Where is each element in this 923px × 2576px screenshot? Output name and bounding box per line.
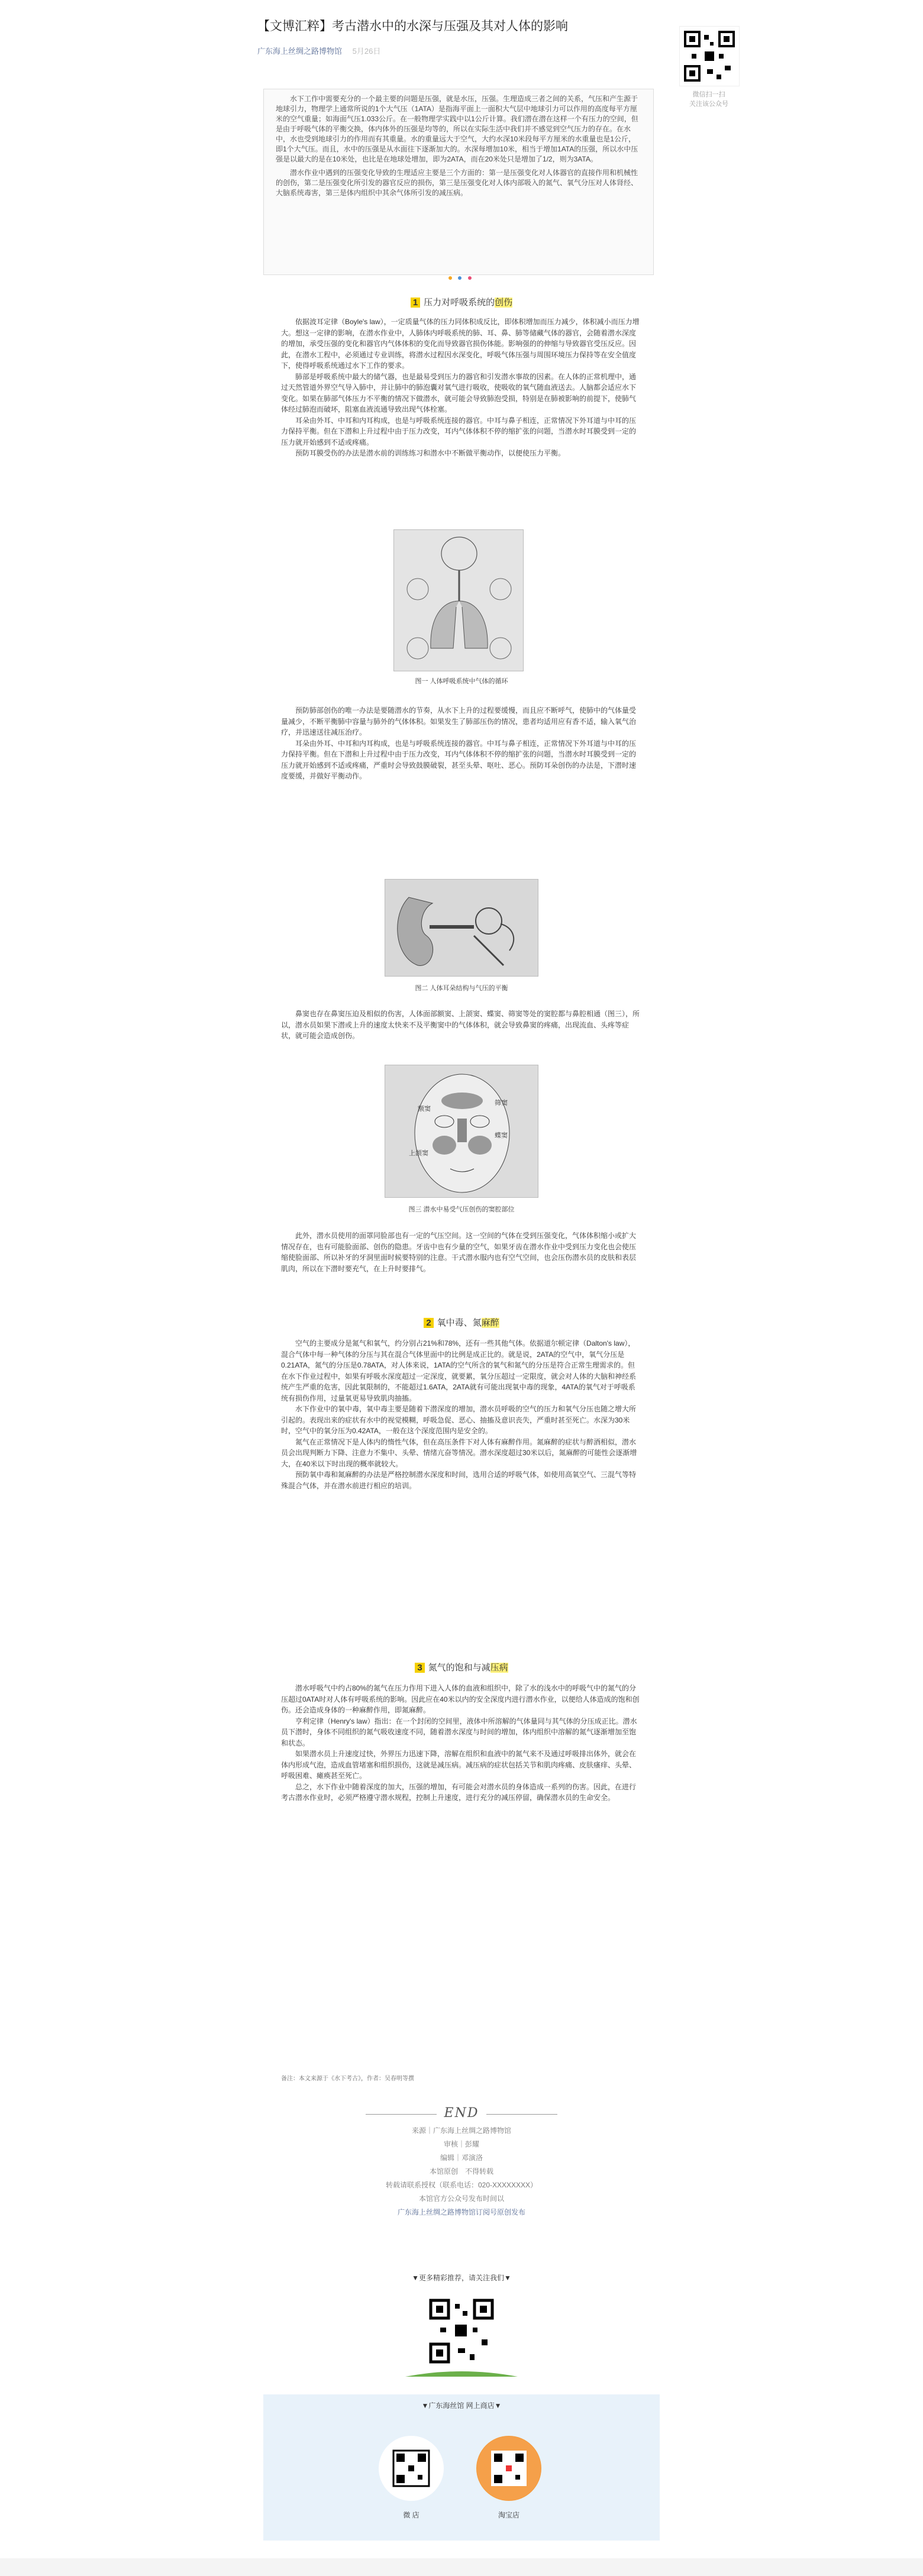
source-note: 备注：本文来源于《水下考古》，作者：吴春明等撰 bbox=[281, 2076, 414, 2082]
section-number: 3 bbox=[415, 1663, 424, 1673]
section-number: 1 bbox=[411, 298, 420, 308]
credit-edit: 编辑｜邓演洛 bbox=[440, 2154, 483, 2162]
body-paragraph: 氮气在正常情况下是人体内的惰性气体，但在高压条件下对人体有麻醉作用。氮麻醉的症状与醉酒相似，潜水员会出现判断力下降、注意力不集中、头晕、情绪亢奋等情况。潜水深度超过30米以后，氮麻醉的可能性会逐渐增大，在40米以下时出现的概率就较大。 bbox=[281, 1437, 637, 1468]
divider-line bbox=[366, 2114, 437, 2115]
figure-caption: 图三 潜水中易受气压创伤的窦腔部位 bbox=[408, 1206, 515, 1213]
intro-paragraph: 水下工作中需要充分的一个最主要的问题是压强，就是水压，压强。生理造成三者之间的关系，气压和产生源于地球引力，物理学上通常所说的1个大气压（1ATA）是指海平面上一面积大气层中地球引力可以作用的高度每平方厘米的空气重量；如海面气压1.033公斤。在一般物理学实践中以1公斤计算。我们潜在潜在这样一个有压力的空间，但是由于呼吸气体的平衡交换，体内体外的压强是均等的，所以在实际生活中我们并不感觉到空气压力的存在。在水中，水也受到地球引力的作用而有其重量。水的重量远大于空气，大约水深10米段每平方厘米的水重量也是1公斤，即1个大气压。而且，水中的压强是从水面往下逐渐加大的。水深每增加10米，相当于增加1ATA的压强，所以水中压强是以最大的是在10米处，也比是在地球处增加，即为2ATA，而在20米处只是增加了1/2，则为3ATA。 bbox=[276, 95, 638, 163]
article-title: 【文博汇粹】考古潜水中的水深与压强及其对人体的影响 bbox=[257, 20, 568, 33]
figure-ear bbox=[385, 879, 538, 977]
dot bbox=[448, 276, 452, 280]
qr-caption: 微信扫一扫 bbox=[692, 91, 725, 98]
body-paragraph: 依据波耳定律（Boyle's law），一定质量气体的压力同体积成反比，即体积增加而压力减少，体积减小而压力增大。想这一定律的影响，在潜水作业中，人肺体内呼吸系统的肺、耳、鼻、肺等储藏气体的器官，会随着潜水深度的增加，承受压强的变化和器官内气体体积的变化而导致器官损伤体能。影响强的的伸缩与导致器官受压反应。因此，在潜水工程中，必须通过专业训练，将潜水过程因水深变化，呼吸气体压强与周围环境压力保持等在安全值度下，使得呼吸系统通过水下工作的要求。 bbox=[281, 318, 640, 370]
section-title-highlight: 麻醉 bbox=[481, 1318, 499, 1328]
account-link[interactable]: 广东海上丝绸之路博物馆 bbox=[257, 47, 343, 56]
figure-respiratory bbox=[393, 529, 524, 671]
body-paragraph: 总之，水下作业中随着深度的加大，压强的增加，有可能会对潜水员的身体造成一系列的伤害。因此，在进行考古潜水作业时，必须严格遵守潜水规程，控制上升速度，进行充分的减压停留，确保潜水员的生命安全。 bbox=[281, 1782, 637, 1802]
body-paragraph: 空气的主要成分是氮气和氧气，约分别占21%和78%，还有一些其他气体。依据道尔顿定律（Dalton's law），混合气体中每一种气体的分压与其在混合气体里面中的比例是成正比的。就是说，2ATA的空气中，氧气分压是0.21ATA，氮气的分压是0.78ATA，对人体来说，1ATA的空气所含的氧气和氮气的分压是符合正常生理需求的。但在水下作业过程中，如果有呼吸水深度超过一定深度，就要累，氧分压超过一定限度，就会对人体的大脑和神经系统产生严重的危害，因此氧限制的，不能超过1.6ATA，2ATA就有可能出现氧中毒的现象，4ATA的氧气对于呼吸系统有损伤作用，过量氧更易导致肌肉抽搐。 bbox=[281, 1339, 637, 1402]
follow-qr-code bbox=[428, 2298, 495, 2364]
sinus-illustration bbox=[385, 1065, 538, 1198]
ear-illustration bbox=[385, 880, 538, 977]
section-title: 氧中毒、氮 bbox=[437, 1318, 482, 1328]
follow-label: ▼更多精彩推荐，请关注我们▼ bbox=[412, 2274, 511, 2282]
respiratory-illustration bbox=[394, 530, 524, 671]
credit-source: 来源｜广东海上丝绸之路博物馆 bbox=[411, 2126, 511, 2135]
dot bbox=[458, 276, 462, 280]
copyright-line: 转载请联系授权（联系电话：020-XXXXXXXX） bbox=[385, 2181, 538, 2189]
qr-icon bbox=[683, 30, 735, 82]
credits bbox=[257, 2124, 666, 2219]
divider-dots bbox=[447, 272, 473, 283]
section-heading bbox=[257, 296, 666, 308]
copyright-line: 广东海上丝绸之路博物馆订阅号原创发布 bbox=[397, 2208, 525, 2216]
sinus-label: 上颌窦 bbox=[409, 1150, 428, 1157]
qr-caption: 关注该公众号 bbox=[689, 101, 728, 108]
publish-date: 5月26日 bbox=[352, 47, 381, 56]
dot bbox=[468, 276, 472, 280]
section-title: 压力对呼吸系统的 bbox=[424, 298, 495, 308]
section-heading bbox=[257, 1316, 666, 1329]
section-body bbox=[281, 1338, 642, 1610]
body-paragraph: 如果潜水员上升速度过快，外界压力迅速下降，溶解在组织和血液中的氮气来不及通过呼吸排出体外，就会在体内形成气泡，造成血管堵塞和组织损伤，这就是减压病。减压病的症状包括关节和肌肉疼痛、皮肤瘙痒、头晕、呼吸困难、瘫痪甚至死亡。 bbox=[281, 1750, 637, 1780]
end-logo: END bbox=[444, 2106, 479, 2121]
account-qr-code bbox=[679, 26, 740, 86]
body-paragraph: 水下作业中的氧中毒，氧中毒主要是随着下潜深度的增加，潜水员呼吸的空气的压力和氧气分压也随之增大所引起的。表现出来的症状有水中的视觉模糊，呼吸急促、恶心、抽搐及意识丧失，严重时甚至死亡。水深为30米时，空气中的氧分压为0.42ATA，一般在这个深度范围内是安全的。 bbox=[281, 1405, 637, 1435]
section-body bbox=[281, 1009, 642, 1050]
body-paragraph: 此外，潜水员使用的面罩同脸部也有一定的气压空间。这一空间的气体在受到压强变化，气体体积缩小或扩大情况存在，也有可能脸面部、创伤的隐患。牙齿中也有少量的空气，如果牙齿在潜水作业中受到压力变化也会使压缩使脸面部、所以补牙的牙洞里面时候要特别的注意。干式潜水服内也有空气空间，也会压伤潜水员的皮肤和表层肌肉，所以在下潜时要充气，在上升时要排气。 bbox=[281, 1232, 637, 1273]
qr-icon bbox=[428, 2298, 495, 2364]
shop-box bbox=[263, 2394, 660, 2541]
qr-icon bbox=[476, 2436, 541, 2501]
taobao-label: 淘宝店 bbox=[498, 2511, 519, 2519]
shop-heading: ▼广东海丝馆 网上商店▼ bbox=[421, 2402, 502, 2410]
figure-caption: 图二 人体耳朵结构与气压的平衡 bbox=[415, 985, 508, 992]
section-body bbox=[281, 316, 642, 494]
body-paragraph: 肺部是呼吸系统中最大的储气器，也是最易受到压力的器官和引发潜水事故的因素。在人体的正常机理中，通过天然管道外界空气导入肺中，并让肺中的肺泡囊对氧气进行吸收，使吸收的氧气随血液送去。人脑都会适应水下变化。如果在肺部气体压力不平衡的情况下做潜水，就可能会导致肺泡受损，特别是在肺被影响的前提下，使肺气体经过肺泡而破坏，阻塞血液流通导致出现气体栓塞。 bbox=[281, 372, 637, 413]
body-paragraph: 预防耳膜受伤的办法是潜水前的训练练习和潜水中不断做平衡动作，以便使压力平衡。 bbox=[295, 449, 566, 457]
section-title-highlight: 创伤 bbox=[495, 298, 513, 308]
weidian-qr[interactable] bbox=[379, 2436, 444, 2501]
intro-box bbox=[263, 89, 654, 275]
section-number: 2 bbox=[424, 1318, 433, 1328]
copyright-line: 本馆官方公众号发布时间以 bbox=[418, 2194, 504, 2203]
section-body bbox=[281, 705, 642, 877]
body-paragraph: 潜水呼吸气中约占80%的氮气在压力作用下进入人体的血液和组织中，除了水的浅水中的呼吸气中的氮气的分压超过0ATA时对人体有呼吸系统的影响。因此应在40米以内的安全深度内进行潜水作业，以便给人体造成的饱和创伤。还会造成身体的一种麻醉作用，即氮麻醉。 bbox=[281, 1684, 640, 1714]
sinus-label: 额窦 bbox=[418, 1106, 431, 1113]
section-heading bbox=[257, 1661, 666, 1673]
taobao-qr[interactable] bbox=[476, 2436, 541, 2501]
figure-caption: 图一 人体呼吸系统中气体的循环 bbox=[415, 678, 508, 685]
end-block bbox=[257, 2106, 666, 2219]
grass-decoration bbox=[405, 2366, 518, 2378]
body-paragraph: 鼻窦也存在鼻窦压迫及相似的伤害，人体面部额窦、上颌窦、蝶窦、筛窦等处的窦腔都与鼻腔相通（图三），所以，潜水员如果下潜或上升的速度太快来不及平衡窦中的气体体积，就会导致鼻窦的疼痛，出现流血、头疼等症状，就可能会造成创伤。 bbox=[281, 1010, 640, 1040]
section-title: 氮气的饱和与减 bbox=[428, 1663, 490, 1673]
figure-sinus bbox=[385, 1065, 538, 1198]
qr-icon bbox=[379, 2436, 444, 2501]
section-title-highlight: 压病 bbox=[490, 1663, 508, 1673]
section-body bbox=[281, 1683, 642, 2061]
copyright-line: 本馆原创 不得转载 bbox=[429, 2167, 493, 2176]
weidian-label: 微 店 bbox=[403, 2511, 419, 2519]
sinus-label: 蝶窦 bbox=[495, 1132, 508, 1139]
article-meta bbox=[257, 45, 380, 56]
intro-paragraph: 潜水作业中遇到的压强变化导致的生理适应主要是三个方面的：第一是压强变化对人体器官的直接作用和机械性的创伤，第二是压强变化所引发的器官反应的损伤，第三是压强变化对人体内部吸入的氮气、氧气分压对人体肾经、大脑系统毒害，第三是体内组织中其余气体所引发的减压病。 bbox=[276, 169, 638, 197]
body-paragraph: 预防氧中毒和氮麻醉的办法是严格控制潜水深度和时间，选用合适的呼吸气体，如使用高氧空气、三混气等特殊混合气体，并在潜水前进行相应的培训。 bbox=[281, 1470, 637, 1490]
bottom-bar bbox=[0, 2558, 923, 2576]
section-body bbox=[281, 1230, 642, 1289]
follow-qr-panel bbox=[679, 26, 738, 109]
body-paragraph: 耳朵由外耳、中耳和内耳构成，也是与呼吸系统连接的器官。中耳与鼻子相连，正常情况下外耳道与中耳的压力保持平衡。但在下潜和上升过程中由于压力改变，耳内气体体积不停的缩扩张的问题，当潜水时耳膜受到一定的压力就开始感到不适或疼痛。 bbox=[281, 416, 637, 447]
body-paragraph: 亨利定律（Henry's law）指出：在一个封闭的空间里，液体中所溶解的气体量同与其气体的分压成正比。潜水员下潜时，身体不同组织的氮气吸收速度不同，随着潜水深度与时间的增加，体内组织中溶解的氮气逐渐增加至饱和状态。 bbox=[281, 1717, 637, 1747]
sinus-label: 筛窦 bbox=[495, 1100, 508, 1107]
divider-line bbox=[486, 2114, 557, 2115]
credit-review: 审核｜彭耀 bbox=[443, 2140, 479, 2148]
body-paragraph: 耳朵由外耳、中耳和内耳构成，也是与呼吸系统连接的器官。中耳与鼻子相连，正常情况下外耳道与中耳的压力保持平衡。但在下潜和上升过程中由于压力改变，耳内气体体积不停的缩扩张的问题，当潜水时耳膜受到一定的压力就开始感到不适或疼痛，严重时会导致鼓膜破裂，甚至头晕、呕吐、恶心。预防耳朵创伤的办法是，下潜时速度要缓，并做好平衡动作。 bbox=[281, 739, 637, 780]
body-paragraph: 预防肺部创伤的唯一办法是要随潜水的节奏，从水下上升的过程要缓慢，而且应不断呼气，使肺中的气体量受量减少，不断平衡肺中容量与肺外的气体体积。如果发生了肺部压伤的情况，患者均适用应有香不适，输入氧气治疗，并迅速送往减压治疗。 bbox=[281, 706, 637, 736]
